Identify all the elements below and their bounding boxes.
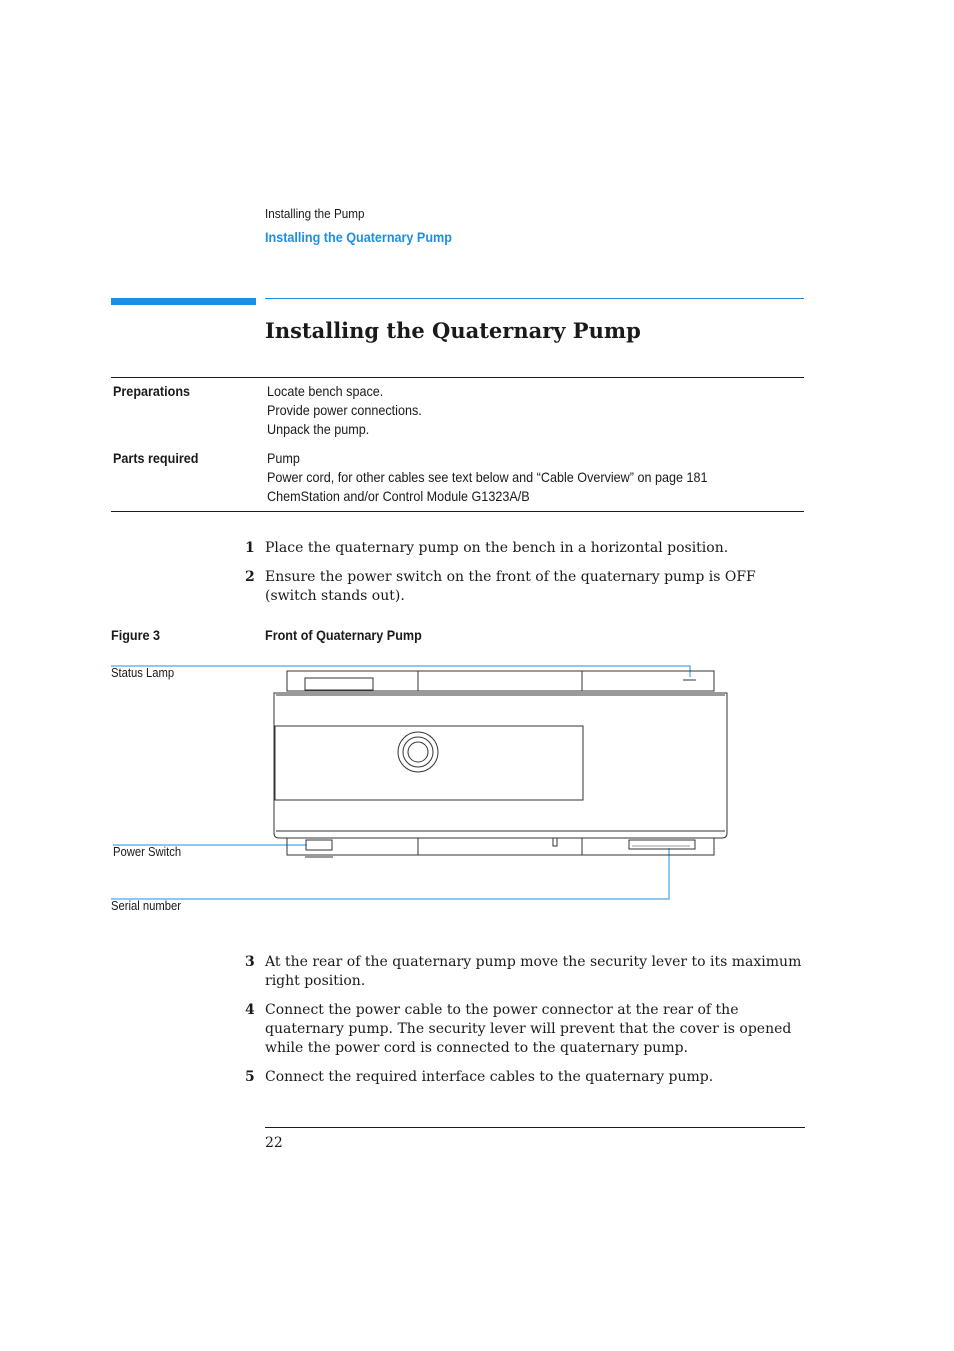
serial-number-leader: [111, 848, 669, 899]
figure-caption: Front of Quaternary Pump: [265, 627, 422, 643]
step-text: At the rear of the quaternary pump move the security lever to its maximum right position.: [265, 954, 802, 989]
serial-plate: [629, 840, 695, 849]
callout-lines: [111, 666, 690, 899]
step-number: 1: [245, 540, 255, 556]
front-knob: [398, 732, 438, 772]
preparation-item: Provide power connections.: [267, 402, 422, 418]
top-handle: [305, 678, 373, 690]
step-text: Connect the required interface cables to the quaternary pump.: [265, 1069, 714, 1085]
status-lamp-callout: Status Lamp: [111, 666, 175, 680]
step-text: Ensure the power switch on the front of the quaternary pump is OFF (switch stands out).: [265, 569, 756, 604]
step-number: 3: [245, 954, 255, 970]
step-item: [245, 1001, 805, 1058]
parts-label: Parts required: [113, 450, 199, 466]
breadcrumb-parent: Installing the Pump: [265, 206, 365, 221]
page-title: Installing the Quaternary Pump: [265, 318, 641, 343]
power-switch: [306, 840, 332, 850]
footer-rule: [265, 1127, 805, 1128]
breadcrumb-current: Installing the Quaternary Pump: [265, 229, 452, 245]
preparation-item: Unpack the pump.: [267, 421, 370, 437]
step-number: 2: [245, 569, 255, 585]
serial-number-callout: Serial number: [111, 899, 182, 913]
part-item: Power cord, for other cables see text below and “Cable Overview” on page 181: [267, 469, 708, 485]
pump-body: [274, 693, 727, 838]
bottom-module-strip: [287, 838, 714, 855]
step-text: Connect the power cable to the power connector at the rear of the quaternary pump. The security lever will prevent that the cover is opened while the power cord is connected to the quaternary pump.: [265, 1002, 792, 1056]
page-number: 22: [265, 1135, 283, 1151]
part-item: ChemStation and/or Control Module G1323A/B: [267, 488, 530, 504]
top-module-strip: [287, 671, 714, 691]
step-number: 4: [245, 1002, 255, 1018]
figure-label: Figure 3: [111, 627, 161, 643]
step-item: [245, 953, 805, 991]
step-text: Place the quaternary pump on the bench in a horizontal position.: [265, 540, 729, 556]
step-item: [245, 1068, 805, 1087]
preparation-item: Locate bench space.: [267, 383, 384, 399]
power-switch-callout: Power Switch: [113, 845, 182, 859]
security-latch: [553, 838, 557, 846]
step-number: 5: [245, 1069, 255, 1085]
part-item: Pump: [267, 450, 300, 466]
front-panel: [275, 726, 583, 800]
preparations-label: Preparations: [113, 383, 191, 399]
